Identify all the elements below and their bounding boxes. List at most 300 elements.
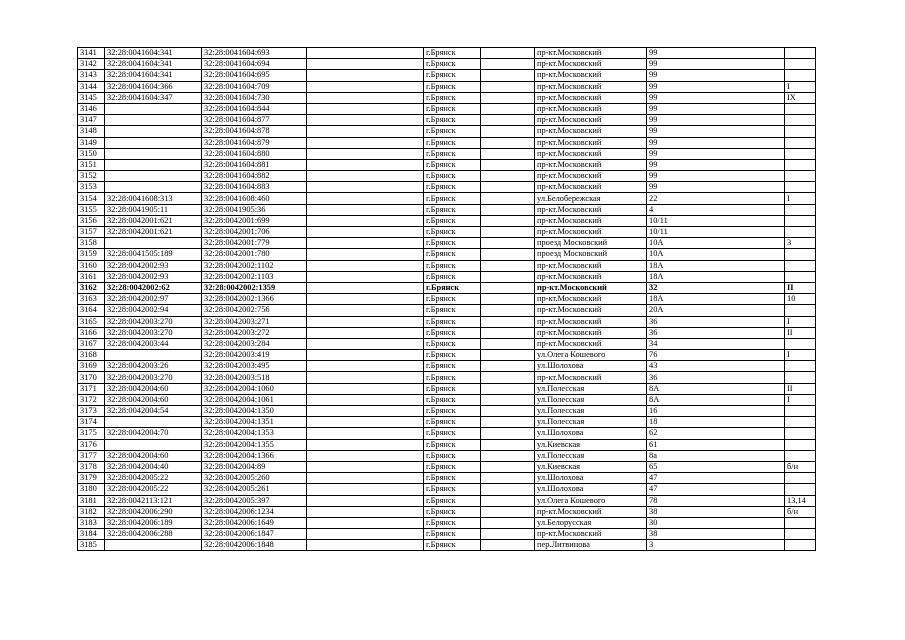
cadastral-number-cell: 32:28:0041905:11 bbox=[105, 204, 202, 215]
row-number-cell: 3142 bbox=[78, 59, 105, 70]
cadastral-number-cell: 32:28:0042004:60 bbox=[105, 383, 202, 394]
table-row bbox=[78, 417, 816, 428]
liter-cell bbox=[785, 59, 816, 70]
table-row bbox=[78, 204, 816, 215]
empty-cell bbox=[481, 439, 535, 450]
row-number-cell: 3143 bbox=[78, 70, 105, 81]
house-number-cell: 8А bbox=[647, 383, 785, 394]
object-cadastral-number-cell: 32:28:0042004:1351 bbox=[202, 417, 307, 428]
cadastral-number-cell: 32:28:0042003:26 bbox=[105, 361, 202, 372]
liter-cell: I bbox=[785, 81, 816, 92]
empty-cell bbox=[307, 495, 424, 506]
row-number-cell: 3171 bbox=[78, 383, 105, 394]
street-cell: ул.Киевская bbox=[535, 439, 647, 450]
cadastral-number-cell: 32:28:0042004:40 bbox=[105, 461, 202, 472]
empty-cell bbox=[481, 282, 535, 293]
city-cell: г.Брянск bbox=[424, 406, 481, 417]
city-cell: г.Брянск bbox=[424, 103, 481, 114]
empty-cell bbox=[481, 495, 535, 506]
street-cell: ул.Полесская bbox=[535, 417, 647, 428]
empty-cell bbox=[481, 473, 535, 484]
street-cell: пр-кт.Московский bbox=[535, 327, 647, 338]
empty-cell bbox=[307, 126, 424, 137]
table-row bbox=[78, 529, 816, 540]
cadastral-number-cell bbox=[105, 148, 202, 159]
liter-cell: 3 bbox=[785, 238, 816, 249]
empty-cell bbox=[481, 338, 535, 349]
table-row bbox=[78, 282, 816, 293]
house-number-cell: 78 bbox=[647, 495, 785, 506]
empty-cell bbox=[307, 372, 424, 383]
empty-cell bbox=[481, 461, 535, 472]
house-number-cell: 18 bbox=[647, 417, 785, 428]
table-row bbox=[78, 406, 816, 417]
empty-cell bbox=[307, 171, 424, 182]
object-cadastral-number-cell: 32:28:0042002:1359 bbox=[202, 282, 307, 293]
object-cadastral-number-cell: 32:28:0041604:880 bbox=[202, 148, 307, 159]
city-cell: г.Брянск bbox=[424, 383, 481, 394]
empty-cell bbox=[481, 506, 535, 517]
row-number-cell: 3177 bbox=[78, 450, 105, 461]
empty-cell bbox=[481, 316, 535, 327]
row-number-cell: 3152 bbox=[78, 171, 105, 182]
empty-cell bbox=[307, 529, 424, 540]
table-row bbox=[78, 517, 816, 528]
row-number-cell: 3153 bbox=[78, 182, 105, 193]
city-cell: г.Брянск bbox=[424, 517, 481, 528]
street-cell: пр-кт.Московский bbox=[535, 227, 647, 238]
street-cell: пр-кт.Московский bbox=[535, 59, 647, 70]
object-cadastral-number-cell: 32:28:0042005:261 bbox=[202, 484, 307, 495]
empty-cell bbox=[481, 148, 535, 159]
city-cell: г.Брянск bbox=[424, 260, 481, 271]
street-cell: пр-кт.Московский bbox=[535, 215, 647, 226]
object-cadastral-number-cell: 32:28:0041608:460 bbox=[202, 193, 307, 204]
table-row bbox=[78, 327, 816, 338]
cadastral-number-cell: 32:28:0041608:313 bbox=[105, 193, 202, 204]
table-row bbox=[78, 215, 816, 226]
city-cell: г.Брянск bbox=[424, 249, 481, 260]
table-row bbox=[78, 450, 816, 461]
cadastral-number-cell bbox=[105, 159, 202, 170]
city-cell: г.Брянск bbox=[424, 417, 481, 428]
row-number-cell: 3146 bbox=[78, 103, 105, 114]
empty-cell bbox=[481, 159, 535, 170]
object-cadastral-number-cell: 32:28:0041604:730 bbox=[202, 92, 307, 103]
cadastral-number-cell: 32:28:0042004:54 bbox=[105, 406, 202, 417]
street-cell: пр-кт.Московский bbox=[535, 372, 647, 383]
city-cell: г.Брянск bbox=[424, 484, 481, 495]
table-row bbox=[78, 394, 816, 405]
house-number-cell: 76 bbox=[647, 350, 785, 361]
liter-cell: I bbox=[785, 193, 816, 204]
house-number-cell: 30 bbox=[647, 517, 785, 528]
cadastral-number-cell bbox=[105, 115, 202, 126]
table-row bbox=[78, 126, 816, 137]
city-cell: г.Брянск bbox=[424, 529, 481, 540]
table-row bbox=[78, 484, 816, 495]
liter-cell bbox=[785, 137, 816, 148]
row-number-cell: 3174 bbox=[78, 417, 105, 428]
cadastral-number-cell: 32:28:0042006:290 bbox=[105, 506, 202, 517]
city-cell: г.Брянск bbox=[424, 159, 481, 170]
empty-cell bbox=[307, 282, 424, 293]
cadastral-number-cell bbox=[105, 540, 202, 551]
city-cell: г.Брянск bbox=[424, 92, 481, 103]
liter-cell bbox=[785, 182, 816, 193]
cadastral-number-cell: 32:28:0041604:347 bbox=[105, 92, 202, 103]
city-cell: г.Брянск bbox=[424, 193, 481, 204]
object-cadastral-number-cell: 32:28:0042002:1103 bbox=[202, 271, 307, 282]
empty-cell bbox=[307, 70, 424, 81]
liter-cell bbox=[785, 417, 816, 428]
table-row bbox=[78, 338, 816, 349]
city-cell: г.Брянск bbox=[424, 282, 481, 293]
house-number-cell: 32 bbox=[647, 282, 785, 293]
row-number-cell: 3148 bbox=[78, 126, 105, 137]
liter-cell bbox=[785, 271, 816, 282]
row-number-cell: 3167 bbox=[78, 338, 105, 349]
street-cell: ул.Олега Кошевого bbox=[535, 350, 647, 361]
liter-cell bbox=[785, 249, 816, 260]
city-cell: г.Брянск bbox=[424, 204, 481, 215]
street-cell: пр-кт.Московский bbox=[535, 316, 647, 327]
house-number-cell: 99 bbox=[647, 48, 785, 59]
object-cadastral-number-cell: 32:28:0042004:1366 bbox=[202, 450, 307, 461]
row-number-cell: 3176 bbox=[78, 439, 105, 450]
liter-cell: б/н bbox=[785, 461, 816, 472]
table-row bbox=[78, 372, 816, 383]
cadastral-number-cell bbox=[105, 182, 202, 193]
table-row bbox=[78, 428, 816, 439]
empty-cell bbox=[307, 439, 424, 450]
empty-cell bbox=[307, 338, 424, 349]
empty-cell bbox=[307, 361, 424, 372]
city-cell: г.Брянск bbox=[424, 372, 481, 383]
street-cell: ул.Полесская bbox=[535, 383, 647, 394]
empty-cell bbox=[307, 428, 424, 439]
street-cell: пр-кт.Московский bbox=[535, 305, 647, 316]
empty-cell bbox=[481, 238, 535, 249]
city-cell: г.Брянск bbox=[424, 461, 481, 472]
cadastral-number-cell: 32:28:0042001:621 bbox=[105, 215, 202, 226]
row-number-cell: 3155 bbox=[78, 204, 105, 215]
empty-cell bbox=[307, 137, 424, 148]
table-row bbox=[78, 249, 816, 260]
cadastral-number-cell: 32:28:0041604:341 bbox=[105, 70, 202, 81]
street-cell: пр-кт.Московский bbox=[535, 103, 647, 114]
street-cell: проезд Московский bbox=[535, 249, 647, 260]
empty-cell bbox=[307, 227, 424, 238]
liter-cell: IX bbox=[785, 92, 816, 103]
house-number-cell: 34 bbox=[647, 338, 785, 349]
row-number-cell: 3185 bbox=[78, 540, 105, 551]
empty-cell bbox=[481, 92, 535, 103]
object-cadastral-number-cell: 32:28:0042003:419 bbox=[202, 350, 307, 361]
liter-cell bbox=[785, 484, 816, 495]
table-row bbox=[78, 48, 816, 59]
object-cadastral-number-cell: 32:28:0041604:709 bbox=[202, 81, 307, 92]
house-number-cell: 18А bbox=[647, 294, 785, 305]
house-number-cell: 47 bbox=[647, 473, 785, 484]
city-cell: г.Брянск bbox=[424, 215, 481, 226]
house-number-cell: 10/11 bbox=[647, 227, 785, 238]
house-number-cell: 99 bbox=[647, 92, 785, 103]
row-number-cell: 3151 bbox=[78, 159, 105, 170]
table-row bbox=[78, 159, 816, 170]
object-cadastral-number-cell: 32:28:0042006:1649 bbox=[202, 517, 307, 528]
city-cell: г.Брянск bbox=[424, 316, 481, 327]
house-number-cell: 3 bbox=[647, 540, 785, 551]
empty-cell bbox=[481, 484, 535, 495]
table-row bbox=[78, 260, 816, 271]
street-cell: пр-кт.Московский bbox=[535, 204, 647, 215]
empty-cell bbox=[307, 59, 424, 70]
house-number-cell: 99 bbox=[647, 148, 785, 159]
empty-cell bbox=[307, 394, 424, 405]
row-number-cell: 3168 bbox=[78, 350, 105, 361]
empty-cell bbox=[307, 517, 424, 528]
object-cadastral-number-cell: 32:28:0041604:695 bbox=[202, 70, 307, 81]
row-number-cell: 3175 bbox=[78, 428, 105, 439]
empty-cell bbox=[307, 383, 424, 394]
table-row bbox=[78, 171, 816, 182]
empty-cell bbox=[481, 70, 535, 81]
liter-cell bbox=[785, 372, 816, 383]
cadastral-number-cell: 32:28:0041604:341 bbox=[105, 59, 202, 70]
cadastral-number-cell: 32:28:0042004:60 bbox=[105, 394, 202, 405]
liter-cell bbox=[785, 215, 816, 226]
liter-cell bbox=[785, 227, 816, 238]
empty-cell bbox=[307, 193, 424, 204]
empty-cell bbox=[307, 461, 424, 472]
city-cell: г.Брянск bbox=[424, 70, 481, 81]
house-number-cell: 99 bbox=[647, 70, 785, 81]
empty-cell bbox=[481, 529, 535, 540]
house-number-cell: 99 bbox=[647, 182, 785, 193]
object-cadastral-number-cell: 32:28:0042003:284 bbox=[202, 338, 307, 349]
empty-cell bbox=[481, 260, 535, 271]
object-cadastral-number-cell: 32:28:0042001:779 bbox=[202, 238, 307, 249]
empty-cell bbox=[307, 473, 424, 484]
street-cell: пр-кт.Московский bbox=[535, 338, 647, 349]
street-cell: пр-кт.Московский bbox=[535, 282, 647, 293]
table-row bbox=[78, 115, 816, 126]
street-cell: пр-кт.Московский bbox=[535, 159, 647, 170]
empty-cell bbox=[307, 48, 424, 59]
empty-cell bbox=[307, 182, 424, 193]
empty-cell bbox=[481, 59, 535, 70]
street-cell: ул.Шолохова bbox=[535, 428, 647, 439]
object-cadastral-number-cell: 32:28:0041604:877 bbox=[202, 115, 307, 126]
row-number-cell: 3158 bbox=[78, 238, 105, 249]
table-row bbox=[78, 361, 816, 372]
liter-cell: II bbox=[785, 383, 816, 394]
house-number-cell: 99 bbox=[647, 59, 785, 70]
row-number-cell: 3181 bbox=[78, 495, 105, 506]
object-cadastral-number-cell: 32:28:0041604:879 bbox=[202, 137, 307, 148]
house-number-cell: 36 bbox=[647, 316, 785, 327]
street-cell: пр-кт.Московский bbox=[535, 48, 647, 59]
row-number-cell: 3173 bbox=[78, 406, 105, 417]
object-cadastral-number-cell: 32:28:0041604:844 bbox=[202, 103, 307, 114]
row-number-cell: 3166 bbox=[78, 327, 105, 338]
empty-cell bbox=[481, 372, 535, 383]
liter-cell bbox=[785, 529, 816, 540]
cadastral-number-cell: 32:28:0041505:189 bbox=[105, 249, 202, 260]
cadastral-number-cell: 32:28:0042003:270 bbox=[105, 316, 202, 327]
cadastral-number-cell: 32:28:0042004:70 bbox=[105, 428, 202, 439]
liter-cell: 10 bbox=[785, 294, 816, 305]
table-row bbox=[78, 271, 816, 282]
empty-cell bbox=[307, 92, 424, 103]
street-cell: ул.Белорусская bbox=[535, 517, 647, 528]
cadastral-number-cell bbox=[105, 350, 202, 361]
cadastral-number-cell: 32:28:0042002:97 bbox=[105, 294, 202, 305]
row-number-cell: 3183 bbox=[78, 517, 105, 528]
house-number-cell: 18А bbox=[647, 271, 785, 282]
cadastral-number-cell bbox=[105, 238, 202, 249]
empty-cell bbox=[307, 238, 424, 249]
table-row bbox=[78, 227, 816, 238]
object-cadastral-number-cell: 32:28:0042003:271 bbox=[202, 316, 307, 327]
street-cell: пр-кт.Московский bbox=[535, 260, 647, 271]
object-cadastral-number-cell: 32:28:0042004:1355 bbox=[202, 439, 307, 450]
city-cell: г.Брянск bbox=[424, 59, 481, 70]
cadastral-number-cell: 32:28:0042003:270 bbox=[105, 327, 202, 338]
table-row bbox=[78, 137, 816, 148]
street-cell: ул.Олега Кошевого bbox=[535, 495, 647, 506]
cadastral-number-cell bbox=[105, 137, 202, 148]
liter-cell bbox=[785, 540, 816, 551]
empty-cell bbox=[307, 327, 424, 338]
object-cadastral-number-cell: 32:28:0042004:89 bbox=[202, 461, 307, 472]
street-cell: ул.Полесская bbox=[535, 406, 647, 417]
table-row bbox=[78, 193, 816, 204]
cadastral-number-cell bbox=[105, 171, 202, 182]
liter-cell bbox=[785, 48, 816, 59]
empty-cell bbox=[481, 126, 535, 137]
table-row bbox=[78, 383, 816, 394]
row-number-cell: 3182 bbox=[78, 506, 105, 517]
object-cadastral-number-cell: 32:28:0041604:883 bbox=[202, 182, 307, 193]
empty-cell bbox=[307, 249, 424, 260]
object-cadastral-number-cell: 32:28:0042005:260 bbox=[202, 473, 307, 484]
empty-cell bbox=[481, 406, 535, 417]
empty-cell bbox=[307, 115, 424, 126]
house-number-cell: 99 bbox=[647, 171, 785, 182]
table-row bbox=[78, 506, 816, 517]
empty-cell bbox=[307, 81, 424, 92]
house-number-cell: 8а bbox=[647, 450, 785, 461]
city-cell: г.Брянск bbox=[424, 450, 481, 461]
street-cell: пр-кт.Московский bbox=[535, 115, 647, 126]
city-cell: г.Брянск bbox=[424, 182, 481, 193]
city-cell: г.Брянск bbox=[424, 338, 481, 349]
empty-cell bbox=[481, 383, 535, 394]
cadastral-number-cell bbox=[105, 417, 202, 428]
cadastral-number-cell: 32:28:0042006:288 bbox=[105, 529, 202, 540]
city-cell: г.Брянск bbox=[424, 394, 481, 405]
row-number-cell: 3149 bbox=[78, 137, 105, 148]
liter-cell: II bbox=[785, 327, 816, 338]
row-number-cell: 3154 bbox=[78, 193, 105, 204]
house-number-cell: 99 bbox=[647, 159, 785, 170]
house-number-cell: 4 bbox=[647, 204, 785, 215]
row-number-cell: 3162 bbox=[78, 282, 105, 293]
house-number-cell: 99 bbox=[647, 81, 785, 92]
empty-cell bbox=[481, 171, 535, 182]
empty-cell bbox=[307, 148, 424, 159]
table-row bbox=[78, 316, 816, 327]
liter-cell bbox=[785, 305, 816, 316]
empty-cell bbox=[481, 115, 535, 126]
city-cell: г.Брянск bbox=[424, 137, 481, 148]
empty-cell bbox=[481, 227, 535, 238]
liter-cell bbox=[785, 115, 816, 126]
liter-cell bbox=[785, 171, 816, 182]
table-row bbox=[78, 473, 816, 484]
liter-cell: II bbox=[785, 282, 816, 293]
row-number-cell: 3150 bbox=[78, 148, 105, 159]
empty-cell bbox=[481, 417, 535, 428]
table-row bbox=[78, 350, 816, 361]
city-cell: г.Брянск bbox=[424, 115, 481, 126]
house-number-cell: 62 bbox=[647, 428, 785, 439]
object-cadastral-number-cell: 32:28:0042004:1350 bbox=[202, 406, 307, 417]
object-cadastral-number-cell: 32:28:0042005:397 bbox=[202, 495, 307, 506]
empty-cell bbox=[481, 350, 535, 361]
row-number-cell: 3141 bbox=[78, 48, 105, 59]
liter-cell bbox=[785, 70, 816, 81]
liter-cell: I bbox=[785, 350, 816, 361]
empty-cell bbox=[481, 193, 535, 204]
street-cell: пр-кт.Московский bbox=[535, 148, 647, 159]
cadastral-number-cell: 32:28:0041604:366 bbox=[105, 81, 202, 92]
city-cell: г.Брянск bbox=[424, 473, 481, 484]
city-cell: г.Брянск bbox=[424, 271, 481, 282]
empty-cell bbox=[481, 305, 535, 316]
city-cell: г.Брянск bbox=[424, 148, 481, 159]
liter-cell bbox=[785, 148, 816, 159]
city-cell: г.Брянск bbox=[424, 361, 481, 372]
city-cell: г.Брянск bbox=[424, 81, 481, 92]
table-row bbox=[78, 103, 816, 114]
street-cell: ул.Киевская bbox=[535, 461, 647, 472]
house-number-cell: 99 bbox=[647, 103, 785, 114]
cadastral-number-cell: 32:28:0041604:341 bbox=[105, 48, 202, 59]
empty-cell bbox=[307, 484, 424, 495]
cadastral-number-cell: 32:28:0042006:189 bbox=[105, 517, 202, 528]
row-number-cell: 3172 bbox=[78, 394, 105, 405]
street-cell: пр-кт.Московский bbox=[535, 182, 647, 193]
object-cadastral-number-cell: 32:28:0041604:693 bbox=[202, 48, 307, 59]
empty-cell bbox=[307, 350, 424, 361]
liter-cell bbox=[785, 260, 816, 271]
table-row bbox=[78, 461, 816, 472]
house-number-cell: 10А bbox=[647, 249, 785, 260]
city-cell: г.Брянск bbox=[424, 227, 481, 238]
liter-cell bbox=[785, 126, 816, 137]
empty-cell bbox=[481, 48, 535, 59]
table-row bbox=[78, 305, 816, 316]
house-number-cell: 65 bbox=[647, 461, 785, 472]
empty-cell bbox=[307, 316, 424, 327]
empty-cell bbox=[481, 81, 535, 92]
liter-cell: I bbox=[785, 316, 816, 327]
house-number-cell: 99 bbox=[647, 137, 785, 148]
object-cadastral-number-cell: 32:28:0041604:694 bbox=[202, 59, 307, 70]
